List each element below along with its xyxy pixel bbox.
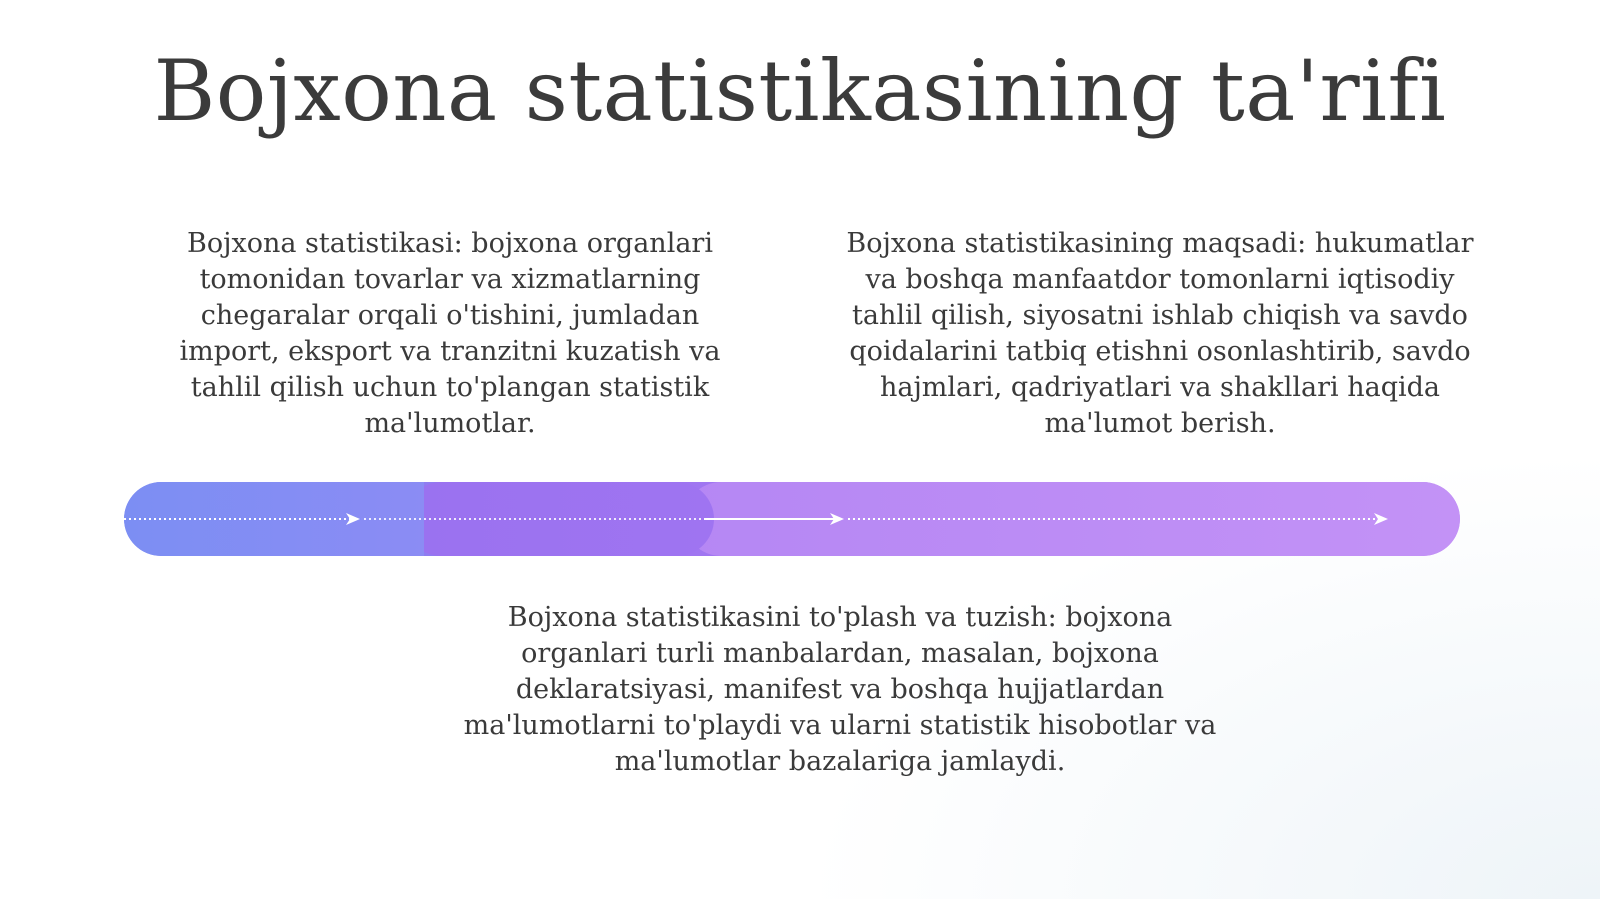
arrow-right-icon	[346, 513, 360, 525]
arrow-right-icon	[1374, 513, 1388, 525]
timeline-bar	[124, 482, 1460, 556]
timeline-arrows	[124, 482, 1460, 556]
purpose-text: Bojxona statistikasining maqsadi: hukumatlar va boshqa manfaatdor tomonlarni iqtisodiy tahlil qilish, siyosatni ishlab chiqish va savdo qoidalarini tatbiq etishni osonlashtirib, savdo hajmlari, qadriyatlari va shakllari haqida ma'lumot berish.	[846, 228, 1474, 439]
slide-title: Bojxona statistikasining ta'rifi	[153, 42, 1447, 140]
definition-text: Bojxona statistikasi: bojxona organlari tomonidan tovarlar va xizmatlarning chegaralar orqali o'tishini, jumladan import, eksport va tranzitni kuzatish va tahlil qilish uchun to'plangan statistik ma'lumotlar.	[179, 228, 721, 439]
collection-text: Bojxona statistikasini to'plash va tuzish: bojxona organlari turli manbalardan, masalan, bojxona deklaratsiyasi, manifest va boshqa hujjatlardan ma'lumotlarni to'playdi va ularni statistik hisobotlar va ma'lumotlar bazalariga jamlaydi.	[463, 602, 1217, 777]
